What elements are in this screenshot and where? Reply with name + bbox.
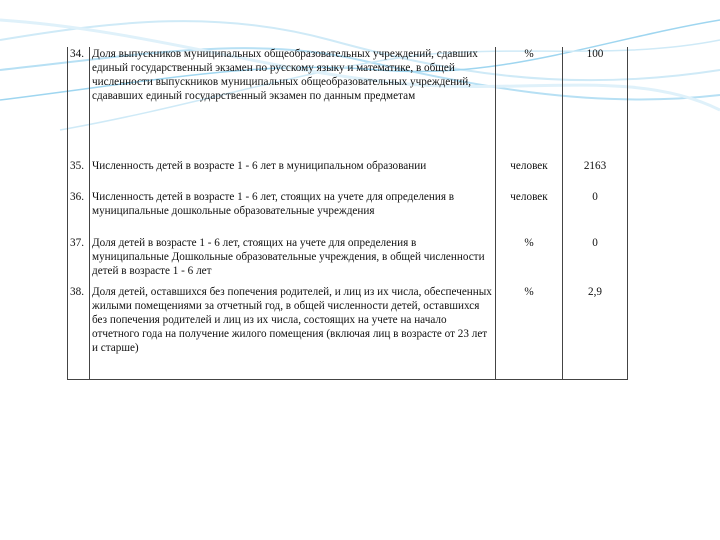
row-number: 35.: [70, 160, 84, 172]
row-value: 2163: [563, 159, 628, 190]
row-description: Численность детей в возрасте 1 - 6 лет в муниципальном образовании: [90, 159, 496, 190]
indicator-table: [67, 47, 628, 380]
table-row: [68, 47, 628, 159]
table-row: [68, 285, 628, 380]
row-unit: %: [496, 236, 563, 285]
row-description: Доля детей в возрасте 1 - 6 лет, стоящих на учете для определения в муниципальные Дошкольные образовательные учреждения, в общей численности детей в возрасте 1 - 6 лет: [90, 236, 496, 285]
table-row: [68, 190, 628, 236]
row-value: 0: [563, 236, 628, 285]
row-number: 38.: [68, 285, 90, 380]
row-value: 100: [563, 47, 628, 159]
row-number: 34.: [70, 48, 84, 60]
row-value: 2,9: [563, 285, 628, 380]
row-unit: человек: [496, 159, 563, 190]
row-unit: человек: [496, 190, 563, 236]
row-unit: %: [496, 285, 563, 380]
row-unit: %: [496, 47, 563, 159]
table-row: [68, 159, 628, 190]
row-value: 0: [563, 190, 628, 236]
table-row: [68, 236, 628, 285]
row-description: Доля детей, оставшихся без попечения родителей, и лиц из их числа, обеспеченных жилыми помещениями за отчетный год, в общей численности детей, оставшихся без попечения родителей и лиц из их числа, состоящих на учете на начало отчетного года на получение жилого помещения (включая лиц в возрасте от 23 лет и старше): [90, 285, 496, 380]
row-description: Доля выпускников муниципальных общеобразовательных учреждений, сдавших единый государственный экзамен по русскому языку и математике, в общей численности выпускников муниципальных общеобразовательных учреждений, сдававших единый государственный экзамен по данным предметам: [90, 47, 496, 159]
row-number: 37.: [70, 237, 84, 249]
row-number: 36.: [70, 191, 84, 203]
row-description: Численность детей в возрасте 1 - 6 лет, стоящих на учете для определения в муниципальные дошкольные образовательные учреждения: [90, 190, 496, 236]
